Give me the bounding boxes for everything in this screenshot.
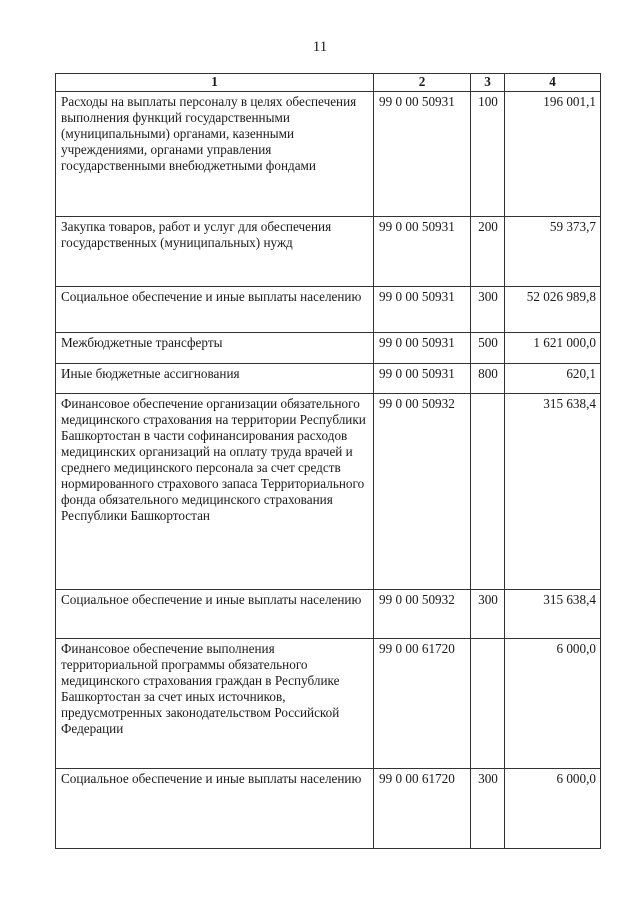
column-header-name: 1 bbox=[56, 74, 374, 92]
row-code: 99 0 00 61720 bbox=[374, 769, 471, 849]
row-name: Социальное обеспечение и иные выплаты населению bbox=[56, 769, 374, 849]
row-expense-type bbox=[471, 394, 505, 590]
row-expense-type: 500 bbox=[471, 333, 505, 364]
row-code: 99 0 00 50932 bbox=[374, 394, 471, 590]
budget-table bbox=[55, 73, 601, 849]
table-row bbox=[56, 333, 601, 364]
row-expense-type: 800 bbox=[471, 364, 505, 394]
row-amount: 52 026 989,8 bbox=[505, 287, 601, 333]
row-amount: 6 000,0 bbox=[505, 639, 601, 769]
column-header-code: 2 bbox=[374, 74, 471, 92]
row-name: Социальное обеспечение и иные выплаты населению bbox=[56, 287, 374, 333]
row-amount: 6 000,0 bbox=[505, 769, 601, 849]
row-expense-type: 300 bbox=[471, 287, 505, 333]
row-expense-type: 200 bbox=[471, 217, 505, 287]
table-row bbox=[56, 364, 601, 394]
row-amount: 620,1 bbox=[505, 364, 601, 394]
row-code: 99 0 00 50931 bbox=[374, 333, 471, 364]
row-code: 99 0 00 50931 bbox=[374, 287, 471, 333]
row-name: Закупка товаров, работ и услуг для обеспечения государственных (муниципальных) нужд bbox=[56, 217, 374, 287]
row-name: Финансовое обеспечение выполнения территориальной программы обязательного медицинского страхования граждан в Республике Башкортостан за счет иных источников, предусмотренных законодательством Российской Федерации bbox=[56, 639, 374, 769]
table-row bbox=[56, 217, 601, 287]
table-row bbox=[56, 394, 601, 590]
page-number: 11 bbox=[312, 39, 328, 55]
row-amount: 1 621 000,0 bbox=[505, 333, 601, 364]
row-name: Социальное обеспечение и иные выплаты населению bbox=[56, 590, 374, 639]
row-amount: 59 373,7 bbox=[505, 217, 601, 287]
row-amount: 315 638,4 bbox=[505, 590, 601, 639]
row-name: Финансовое обеспечение организации обязательного медицинского страхования на территории Республики Башкортостан в части софинансирования расходов медицинских организаций на оплату труда врачей и среднего медицинского персонала за счет средств нормированного страхового запаса Территориального фонда обязательного медицинского страхования Республики Башкортостан bbox=[56, 394, 374, 590]
table-row bbox=[56, 92, 601, 217]
row-amount: 196 001,1 bbox=[505, 92, 601, 217]
row-name: Межбюджетные трансферты bbox=[56, 333, 374, 364]
row-expense-type: 300 bbox=[471, 590, 505, 639]
row-code: 99 0 00 50932 bbox=[374, 590, 471, 639]
row-name: Расходы на выплаты персоналу в целях обеспечения выполнения функций государственными (муниципальными) органами, казенными учреждениями, органами управления государственными внебюджетными фондами bbox=[56, 92, 374, 217]
table-row bbox=[56, 590, 601, 639]
row-expense-type: 100 bbox=[471, 92, 505, 217]
header-row bbox=[56, 74, 601, 92]
table-row bbox=[56, 287, 601, 333]
column-header-expense-type: 3 bbox=[471, 74, 505, 92]
table-row bbox=[56, 639, 601, 769]
row-name: Иные бюджетные ассигнования bbox=[56, 364, 374, 394]
table-row bbox=[56, 769, 601, 849]
row-code: 99 0 00 50931 bbox=[374, 364, 471, 394]
row-code: 99 0 00 50931 bbox=[374, 217, 471, 287]
row-expense-type bbox=[471, 639, 505, 769]
row-code: 99 0 00 61720 bbox=[374, 639, 471, 769]
row-expense-type: 300 bbox=[471, 769, 505, 849]
table-header bbox=[56, 74, 601, 92]
table-body bbox=[56, 92, 601, 849]
row-amount: 315 638,4 bbox=[505, 394, 601, 590]
column-header-amount: 4 bbox=[505, 74, 601, 92]
row-code: 99 0 00 50931 bbox=[374, 92, 471, 217]
